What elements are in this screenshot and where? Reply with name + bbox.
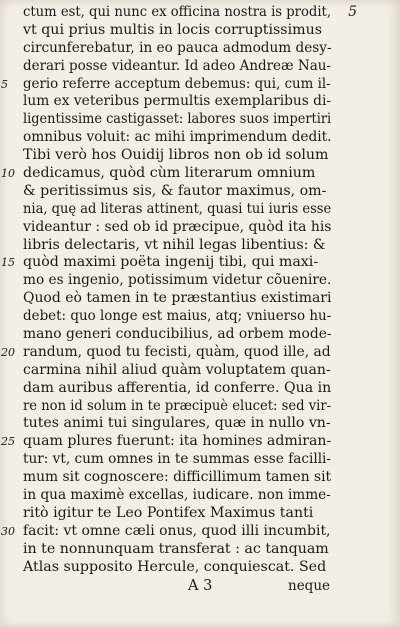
text-line [23, 22, 331, 40]
line-text: carmina nihil aliud quàm voluptatem quan- [23, 361, 331, 378]
text-line [23, 40, 331, 58]
line-text: nia, quę ad literas attinent, quasi tui iuris esse [23, 200, 332, 217]
line-text: tutes animi tui singulares, quæ in nullo vn- [23, 415, 331, 432]
line-text: libris delectaris, vt nihil legas libentius: & [23, 236, 326, 253]
text-line [23, 487, 331, 505]
line-text: videantur : sed ob id præcipue, quòd ita his [23, 218, 332, 235]
line-text: circunferebatur, in eo pauca admodum desy- [23, 39, 332, 56]
line-number: 15 [1, 256, 15, 270]
text-line [23, 237, 331, 255]
line-text: tur: vt, cum omnes in te summas esse facilli- [23, 451, 332, 468]
text-line [1, 343, 331, 362]
text-line [23, 129, 331, 147]
line-text: randum, quod tu fecisti, quàm, quod ille, ad [23, 343, 331, 360]
line-text: in qua maximè excellas, iudicare. non imme- [23, 487, 331, 504]
text-line [23, 58, 331, 76]
text-line [1, 75, 331, 94]
line-text: mum sit cognoscere: difficillimum tamen sit [23, 469, 332, 486]
text-line [23, 147, 331, 165]
body-text [1, 4, 332, 577]
line-text: mo es ingenio, potissimum videtur cõuenire. [23, 272, 332, 289]
text-line [23, 326, 331, 344]
line-number: 20 [1, 345, 15, 359]
line-text: derari posse videantur. Id adeo Andreæ Nau- [23, 57, 331, 74]
text-line [23, 451, 331, 469]
text-line [23, 415, 331, 433]
text-line [23, 362, 331, 380]
line-text: dedicamus, quòd cùm literarum omnium [23, 165, 316, 182]
line-text: vt qui prius multis in locis corruptissimus [23, 21, 322, 38]
text-line [23, 469, 331, 487]
line-text: facit: vt omne cæli onus, quod illi incumbit, [23, 522, 331, 539]
page-number: 5 [348, 4, 357, 20]
line-text: ctum est, qui nunc ex officina nostra is prodit, [23, 4, 332, 20]
text-line [1, 165, 331, 183]
text-line [23, 201, 331, 219]
line-text: ligentissime castigasset: labores suos impertiri [23, 111, 332, 128]
line-text: mano generi conducibilius, ad orbem mode- [23, 326, 332, 343]
line-text: quam plures fuerunt: ita homines admiran- [23, 433, 332, 450]
page-footer [0, 578, 400, 600]
line-text: & peritissimus sis, & fautor maximus, om- [23, 182, 327, 199]
text-line [23, 183, 331, 201]
text-line [23, 219, 331, 237]
line-number: 25 [1, 435, 15, 449]
line-text: Atlas supposito Hercule, conquiescat. Sed [23, 558, 327, 575]
text-line [23, 111, 331, 129]
text-line [23, 505, 331, 523]
text-line [1, 522, 331, 541]
line-text: Quod eò tamen in te præstantius existimari [23, 290, 332, 307]
line-text: quòd maximi poëta ingenij tibi, qui maxi- [23, 254, 319, 271]
line-text: debet: quo longe est maius, atq; vniuerso hu- [23, 308, 332, 325]
line-text: gerio referre acceptum debemus: qui, cum il- [23, 75, 331, 92]
line-text: in te nonnunquam transferat : ac tanquam [23, 540, 329, 557]
text-line [23, 4, 331, 22]
text-line [23, 308, 331, 326]
signature-mark: A 3 [188, 578, 213, 594]
text-line [23, 272, 331, 290]
line-text: ritò igitur te Leo Pontifex Maximus tanti [23, 504, 314, 521]
text-line [23, 559, 331, 577]
line-text: dam auribus afferentia, id conferre. Qua in [23, 379, 332, 396]
line-text: lum ex veteribus permultis exemplaribus di- [23, 93, 332, 110]
text-line [23, 380, 331, 398]
text-line [23, 93, 331, 111]
text-line [1, 254, 331, 272]
text-line [23, 398, 331, 416]
line-number: 30 [1, 524, 15, 538]
line-text: Tibi verò hos Ouidij libros non ob id solum [23, 147, 329, 164]
text-line [23, 290, 331, 308]
line-text: omnibus voluit: ac mihi imprimendum dedit. [23, 129, 332, 146]
line-text: re non id solum in te præcipuè elucet: sed vir- [23, 397, 332, 414]
line-number: 5 [1, 77, 8, 91]
catchword: neque [288, 578, 331, 594]
text-line [1, 433, 332, 451]
text-line [23, 541, 331, 559]
line-number: 10 [1, 167, 15, 181]
